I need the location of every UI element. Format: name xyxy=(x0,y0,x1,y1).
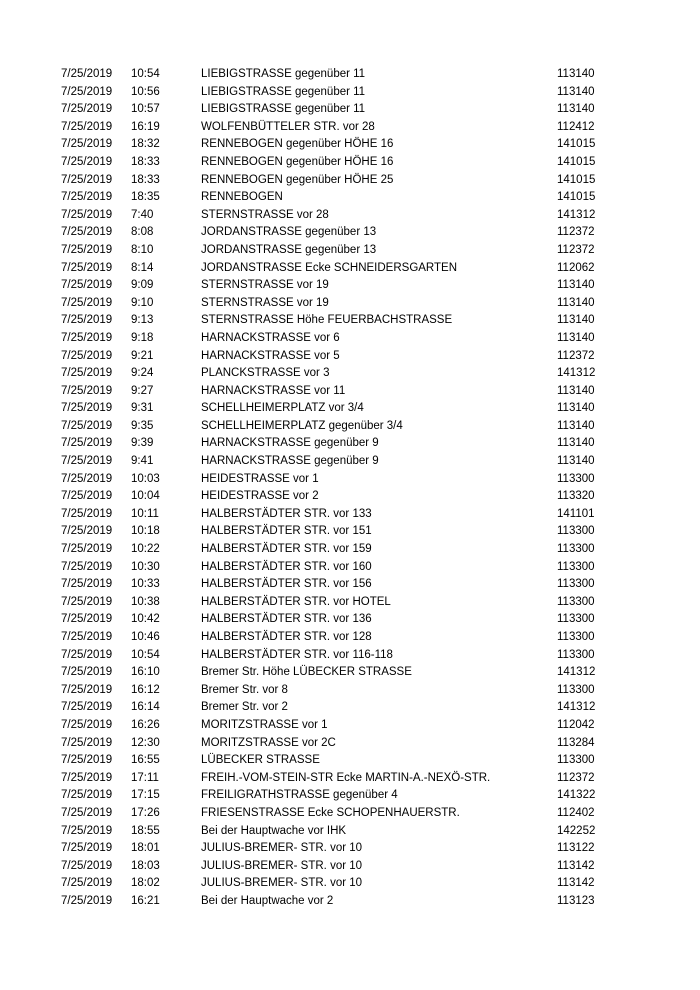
location-cell: STERNSTRASSE vor 19 xyxy=(201,296,329,309)
time-cell: 12:30 xyxy=(131,736,160,749)
time-cell: 18:02 xyxy=(131,877,160,890)
table-row xyxy=(0,66,700,84)
code-cell: 113300 xyxy=(557,525,595,538)
time-cell: 10:54 xyxy=(131,68,160,80)
code-cell: 141312 xyxy=(557,666,596,679)
date-cell: 7/25/2019 xyxy=(61,718,113,731)
table-row xyxy=(0,119,700,137)
code-cell: 141322 xyxy=(557,789,596,802)
table-row xyxy=(0,189,700,207)
time-cell: 10:30 xyxy=(131,560,160,573)
time-cell: 9:35 xyxy=(131,419,154,432)
table-row xyxy=(0,488,700,506)
time-cell: 7:40 xyxy=(131,208,154,221)
location-cell: FRIESENSTRASSE Ecke SCHOPENHAUERSTR. xyxy=(201,806,460,819)
code-cell: 141015 xyxy=(557,173,596,186)
date-cell: 7/25/2019 xyxy=(61,68,113,80)
date-cell: 7/25/2019 xyxy=(61,613,113,626)
time-cell: 18:01 xyxy=(131,842,160,855)
table-row xyxy=(0,348,700,366)
time-cell: 18:35 xyxy=(131,191,160,204)
table-row xyxy=(0,541,700,559)
date-cell: 7/25/2019 xyxy=(61,384,113,397)
location-cell: FREILIGRATHSTRASSE gegenüber 4 xyxy=(201,789,398,802)
location-cell: JULIUS-BREMER- STR. vor 10 xyxy=(201,877,363,890)
code-cell: 113123 xyxy=(557,894,595,907)
code-cell: 141101 xyxy=(557,507,595,520)
time-cell: 9:31 xyxy=(131,402,154,415)
code-cell: 113140 xyxy=(557,85,595,98)
table-row xyxy=(0,735,700,753)
table-row xyxy=(0,682,700,700)
code-cell: 113320 xyxy=(557,490,595,503)
time-cell: 9:18 xyxy=(131,331,154,344)
location-cell: RENNEBOGEN gegenüber HÖHE 16 xyxy=(201,155,394,168)
location-cell: HALBERSTÄDTER STR. vor 116-118 xyxy=(201,648,393,661)
location-cell: Bei der Hauptwache vor 2 xyxy=(201,894,334,907)
code-cell: 113300 xyxy=(557,560,595,573)
table-row xyxy=(0,647,700,665)
table-row xyxy=(0,383,700,401)
location-cell: MORITZSTRASSE vor 1 xyxy=(201,718,328,731)
date-cell: 7/25/2019 xyxy=(61,543,113,556)
time-cell: 8:14 xyxy=(131,261,154,274)
location-cell: HALBERSTÄDTER STR. vor HOTEL xyxy=(201,595,391,608)
table-row xyxy=(0,664,700,682)
date-cell: 7/25/2019 xyxy=(61,824,113,837)
table-row xyxy=(0,101,700,119)
code-cell: 113140 xyxy=(557,437,595,450)
time-cell: 18:32 xyxy=(131,138,160,151)
table-row xyxy=(0,752,700,770)
code-cell: 113140 xyxy=(557,103,595,116)
time-cell: 10:46 xyxy=(131,631,160,643)
date-cell: 7/25/2019 xyxy=(61,402,113,415)
time-cell: 17:15 xyxy=(131,789,160,802)
code-cell: 112372 xyxy=(557,349,595,362)
table-row xyxy=(0,418,700,436)
table-row xyxy=(0,523,700,541)
location-cell: LIEBIGSTRASSE gegenüber 11 xyxy=(201,68,366,80)
time-cell: 18:33 xyxy=(131,155,160,168)
time-cell: 16:21 xyxy=(131,894,160,907)
date-cell: 7/25/2019 xyxy=(61,771,113,784)
time-cell: 9:41 xyxy=(131,455,154,468)
time-cell: 16:19 xyxy=(131,120,160,133)
location-cell: STERNSTRASSE Höhe FEUERBACHSTRASSE xyxy=(201,314,453,327)
code-cell: 113140 xyxy=(557,384,595,397)
date-cell: 7/25/2019 xyxy=(61,226,113,239)
table-row xyxy=(0,840,700,858)
time-cell: 10:22 xyxy=(131,543,160,556)
code-cell: 113284 xyxy=(557,736,595,749)
code-cell: 141015 xyxy=(557,191,596,204)
location-cell: HALBERSTÄDTER STR. vor 128 xyxy=(201,631,372,643)
code-cell: 113140 xyxy=(557,68,595,80)
date-cell: 7/25/2019 xyxy=(61,103,113,116)
date-cell: 7/25/2019 xyxy=(61,683,113,696)
location-cell: HALBERSTÄDTER STR. vor 136 xyxy=(201,613,372,626)
code-cell: 113300 xyxy=(557,683,595,696)
location-cell: RENNEBOGEN xyxy=(201,191,283,204)
location-cell: JORDANSTRASSE Ecke SCHNEIDERSGARTEN xyxy=(201,261,458,274)
table-row xyxy=(0,471,700,489)
table-row xyxy=(0,875,700,893)
table-row xyxy=(0,717,700,735)
code-cell: 112372 xyxy=(557,226,595,239)
date-cell: 7/25/2019 xyxy=(61,261,113,274)
location-cell: HALBERSTÄDTER STR. vor 133 xyxy=(201,507,372,520)
date-cell: 7/25/2019 xyxy=(61,806,113,819)
code-cell: 113142 xyxy=(557,859,595,872)
date-cell: 7/25/2019 xyxy=(61,877,113,890)
location-cell: HEIDESTRASSE vor 2 xyxy=(201,490,319,503)
table-row xyxy=(0,611,700,629)
location-cell: HARNACKSTRASSE gegenüber 9 xyxy=(201,437,379,450)
date-cell: 7/25/2019 xyxy=(61,859,113,872)
code-cell: 141312 xyxy=(557,701,596,714)
location-cell: STERNSTRASSE vor 19 xyxy=(201,279,329,292)
location-cell: JULIUS-BREMER- STR. vor 10 xyxy=(201,859,363,872)
date-cell: 7/25/2019 xyxy=(61,525,113,538)
code-cell: 112372 xyxy=(557,771,595,784)
date-cell: 7/25/2019 xyxy=(61,736,113,749)
code-cell: 113300 xyxy=(557,578,595,591)
table-row xyxy=(0,699,700,717)
code-cell: 141312 xyxy=(557,367,596,380)
table-row xyxy=(0,154,700,172)
time-cell: 10:18 xyxy=(131,525,160,538)
time-cell: 9:27 xyxy=(131,384,154,397)
time-cell: 10:03 xyxy=(131,472,160,485)
location-cell: HALBERSTÄDTER STR. vor 156 xyxy=(201,578,372,591)
code-cell: 113140 xyxy=(557,331,595,344)
time-cell: 10:54 xyxy=(131,648,160,661)
time-cell: 10:42 xyxy=(131,613,160,626)
table-row xyxy=(0,453,700,471)
table-row xyxy=(0,823,700,841)
time-cell: 9:09 xyxy=(131,279,154,292)
date-cell: 7/25/2019 xyxy=(61,472,113,485)
time-cell: 17:11 xyxy=(131,771,159,784)
time-cell: 10:11 xyxy=(131,507,159,520)
time-cell: 9:39 xyxy=(131,437,154,450)
date-cell: 7/25/2019 xyxy=(61,894,113,907)
time-cell: 16:14 xyxy=(131,701,160,714)
date-cell: 7/25/2019 xyxy=(61,120,113,133)
location-cell: LÜBECKER STRASSE xyxy=(201,754,320,767)
table-row xyxy=(0,787,700,805)
location-cell: HALBERSTÄDTER STR. vor 159 xyxy=(201,543,372,556)
date-cell: 7/25/2019 xyxy=(61,507,113,520)
location-cell: HALBERSTÄDTER STR. vor 151 xyxy=(201,525,372,538)
table-row xyxy=(0,506,700,524)
code-cell: 113300 xyxy=(557,754,595,767)
time-cell: 10:04 xyxy=(131,490,160,503)
time-cell: 9:13 xyxy=(131,314,154,327)
location-cell: Bremer Str. Höhe LÜBECKER STRASSE xyxy=(201,666,412,679)
time-cell: 10:38 xyxy=(131,595,160,608)
date-cell: 7/25/2019 xyxy=(61,314,113,327)
location-cell: HARNACKSTRASSE vor 5 xyxy=(201,349,340,362)
date-cell: 7/25/2019 xyxy=(61,631,113,643)
code-cell: 113300 xyxy=(557,648,595,661)
date-cell: 7/25/2019 xyxy=(61,85,113,98)
code-cell: 112042 xyxy=(557,718,595,731)
location-cell: Bremer Str. vor 2 xyxy=(201,701,288,714)
date-cell: 7/25/2019 xyxy=(61,279,113,292)
date-cell: 7/25/2019 xyxy=(61,437,113,450)
table-row xyxy=(0,594,700,612)
table-row xyxy=(0,559,700,577)
code-cell: 113140 xyxy=(557,314,595,327)
date-cell: 7/25/2019 xyxy=(61,349,113,362)
table-row xyxy=(0,224,700,242)
code-cell: 112412 xyxy=(557,120,595,133)
date-cell: 7/25/2019 xyxy=(61,331,113,344)
time-cell: 8:08 xyxy=(131,226,154,239)
date-cell: 7/25/2019 xyxy=(61,595,113,608)
location-cell: HEIDESTRASSE vor 1 xyxy=(201,472,319,485)
location-cell: LIEBIGSTRASSE gegenüber 11 xyxy=(201,85,366,98)
time-cell: 16:26 xyxy=(131,718,160,731)
code-cell: 113140 xyxy=(557,402,595,415)
table-row xyxy=(0,242,700,260)
time-cell: 9:24 xyxy=(131,367,154,380)
date-cell: 7/25/2019 xyxy=(61,296,113,309)
code-cell: 142252 xyxy=(557,824,596,837)
location-cell: RENNEBOGEN gegenüber HÖHE 16 xyxy=(201,138,394,151)
time-cell: 10:57 xyxy=(131,103,160,116)
table-row xyxy=(0,576,700,594)
date-cell: 7/25/2019 xyxy=(61,789,113,802)
date-cell: 7/25/2019 xyxy=(61,419,113,432)
location-cell: MORITZSTRASSE vor 2C xyxy=(201,736,336,749)
location-cell: JORDANSTRASSE gegenüber 13 xyxy=(201,243,377,256)
date-cell: 7/25/2019 xyxy=(61,138,113,151)
location-cell: JULIUS-BREMER- STR. vor 10 xyxy=(201,842,363,855)
table-row xyxy=(0,207,700,225)
date-cell: 7/25/2019 xyxy=(61,490,113,503)
table-row xyxy=(0,805,700,823)
date-cell: 7/25/2019 xyxy=(61,155,113,168)
date-cell: 7/25/2019 xyxy=(61,367,113,380)
time-cell: 9:21 xyxy=(131,349,154,362)
code-cell: 113122 xyxy=(557,842,595,855)
date-cell: 7/25/2019 xyxy=(61,701,113,714)
table-row xyxy=(0,400,700,418)
location-cell: RENNEBOGEN gegenüber HÖHE 25 xyxy=(201,173,394,186)
table-row xyxy=(0,312,700,330)
record-table xyxy=(0,66,700,911)
location-cell: PLANCKSTRASSE vor 3 xyxy=(201,367,330,380)
code-cell: 113300 xyxy=(557,543,595,556)
table-row xyxy=(0,858,700,876)
time-cell: 9:10 xyxy=(131,296,154,309)
location-cell: LIEBIGSTRASSE gegenüber 11 xyxy=(201,103,366,116)
date-cell: 7/25/2019 xyxy=(61,648,113,661)
date-cell: 7/25/2019 xyxy=(61,455,113,468)
table-row xyxy=(0,260,700,278)
code-cell: 112062 xyxy=(557,261,595,274)
time-cell: 18:03 xyxy=(131,859,160,872)
table-row xyxy=(0,893,700,911)
code-cell: 112372 xyxy=(557,243,595,256)
location-cell: HARNACKSTRASSE gegenüber 9 xyxy=(201,455,379,468)
code-cell: 113300 xyxy=(557,595,595,608)
table-row xyxy=(0,330,700,348)
code-cell: 113140 xyxy=(557,279,595,292)
code-cell: 113142 xyxy=(557,877,595,890)
time-cell: 10:33 xyxy=(131,578,160,591)
location-cell: FREIH.-VOM-STEIN-STR Ecke MARTIN-A.-NEXÖ-STR. xyxy=(201,771,491,784)
date-cell: 7/25/2019 xyxy=(61,666,113,679)
table-row xyxy=(0,629,700,647)
date-cell: 7/25/2019 xyxy=(61,173,113,186)
date-cell: 7/25/2019 xyxy=(61,754,113,767)
time-cell: 18:33 xyxy=(131,173,160,186)
time-cell: 18:55 xyxy=(131,824,160,837)
code-cell: 113300 xyxy=(557,472,595,485)
code-cell: 113300 xyxy=(557,613,595,626)
time-cell: 10:56 xyxy=(131,85,160,98)
code-cell: 141015 xyxy=(557,138,596,151)
location-cell: WOLFENBÜTTELER STR. vor 28 xyxy=(201,120,375,133)
code-cell: 113300 xyxy=(557,631,595,643)
location-cell: Bei der Hauptwache vor IHK xyxy=(201,824,347,837)
time-cell: 16:55 xyxy=(131,754,160,767)
time-cell: 8:10 xyxy=(131,243,154,256)
location-cell: SCHELLHEIMERPLATZ gegenüber 3/4 xyxy=(201,419,403,432)
time-cell: 17:26 xyxy=(131,806,160,819)
table-row xyxy=(0,172,700,190)
location-cell: SCHELLHEIMERPLATZ vor 3/4 xyxy=(201,402,364,415)
date-cell: 7/25/2019 xyxy=(61,842,113,855)
code-cell: 141015 xyxy=(557,155,596,168)
table-row xyxy=(0,435,700,453)
table-row xyxy=(0,277,700,295)
code-cell: 141312 xyxy=(557,208,596,221)
date-cell: 7/25/2019 xyxy=(61,243,113,256)
location-cell: HARNACKSTRASSE vor 6 xyxy=(201,331,340,344)
code-cell: 113140 xyxy=(557,296,595,309)
location-cell: JORDANSTRASSE gegenüber 13 xyxy=(201,226,377,239)
table-row xyxy=(0,770,700,788)
date-cell: 7/25/2019 xyxy=(61,191,113,204)
table-row xyxy=(0,295,700,313)
date-cell: 7/25/2019 xyxy=(61,578,113,591)
location-cell: STERNSTRASSE vor 28 xyxy=(201,208,329,221)
code-cell: 112402 xyxy=(557,806,595,819)
time-cell: 16:12 xyxy=(131,683,160,696)
code-cell: 113140 xyxy=(557,455,595,468)
time-cell: 16:10 xyxy=(131,666,160,679)
code-cell: 113140 xyxy=(557,419,595,432)
location-cell: HALBERSTÄDTER STR. vor 160 xyxy=(201,560,372,573)
table-row xyxy=(0,136,700,154)
table-row xyxy=(0,365,700,383)
location-cell: HARNACKSTRASSE vor 11 xyxy=(201,384,346,397)
date-cell: 7/25/2019 xyxy=(61,560,113,573)
table-row xyxy=(0,84,700,102)
location-cell: Bremer Str. vor 8 xyxy=(201,683,288,696)
date-cell: 7/25/2019 xyxy=(61,208,113,221)
